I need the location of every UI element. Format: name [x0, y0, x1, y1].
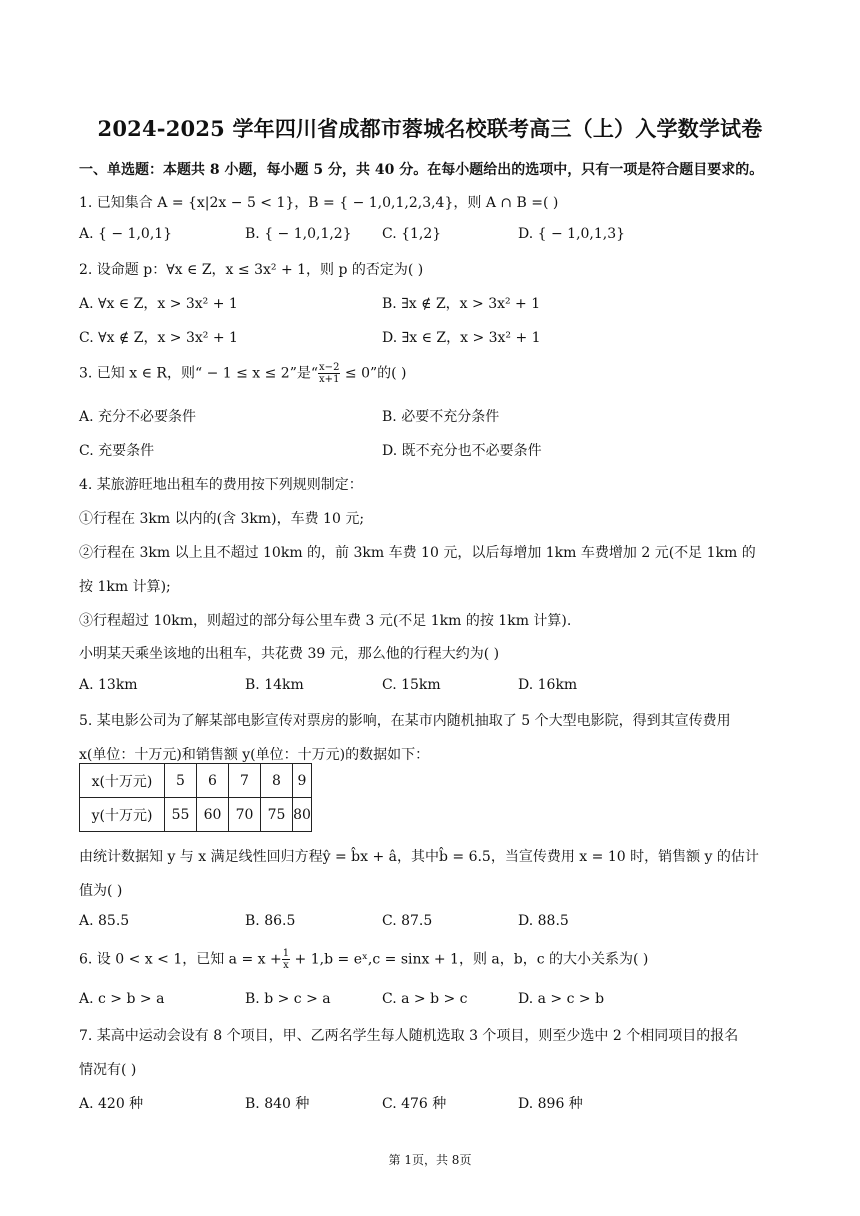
q7-option-b: B. 840 种 [245, 1096, 310, 1112]
q3-stem-part-b: ≤ 0”的( ) [340, 365, 407, 382]
q5-option-a: A. 85.5 [79, 913, 130, 929]
q3-option-c: C. 充要条件 [79, 443, 155, 459]
q7-option-c: C. 476 种 [382, 1096, 447, 1112]
question-1-stem: 1. 已知集合 A = {x|2x − 5 < 1}，B = { − 1,0,1,2,3,4}，则 A ∩ B =( ) [79, 195, 559, 211]
data-table [79, 763, 312, 832]
table-cell: 9 [293, 764, 312, 798]
q6-fraction-numerator: 1 [282, 948, 290, 959]
table-cell: 8 [261, 764, 293, 798]
table-cell: 75 [261, 798, 293, 832]
table-cell: 7 [229, 764, 261, 798]
question-4-stem: 4. 某旅游旺地出租车的费用按下列规则制定： [79, 477, 363, 493]
q5-option-c: C. 87.5 [382, 913, 433, 929]
q2-option-d: D. ∃x ∈ Z，x > 3x² + 1 [382, 330, 541, 346]
q3-option-a: A. 充分不必要条件 [79, 409, 197, 425]
table-cell: 80 [293, 798, 312, 832]
table-header-y: y(十万元) [80, 798, 165, 832]
q2-option-b: B. ∃x ∉ Z，x > 3x² + 1 [382, 296, 541, 312]
q4-option-c: C. 15km [382, 677, 441, 693]
q2-option-a: A. ∀x ∈ Z，x > 3x² + 1 [79, 296, 238, 312]
table-cell: 5 [165, 764, 197, 798]
q5-after-table-cont: 值为( ) [79, 883, 123, 899]
table-header-x: x(十万元) [80, 764, 165, 798]
q6-stem-part-b: + 1,b = eˣ,c = sinx + 1，则 a，b，c 的大小关系为( ) [290, 951, 649, 968]
q6-option-a: A. c > b > a [79, 991, 165, 1007]
question-5-stem: 5. 某电影公司为了解某部电影宣传对票房的影响，在某市内随机抽取了 5 个大型电影院，得到其宣传费用 [79, 713, 731, 729]
question-2-stem: 2. 设命题 p：∀x ∈ Z，x ≤ 3x² + 1，则 p 的否定为( ) [79, 262, 424, 278]
q4-option-d: D. 16km [518, 677, 578, 693]
table-cell: 55 [165, 798, 197, 832]
q4-option-b: B. 14km [245, 677, 304, 693]
page-title: 2024-2025 学年四川省成都市蓉城名校联考高三（上）入学数学试卷 [97, 116, 763, 141]
table-row [80, 764, 312, 798]
question-7-stem: 7. 某高中运动会设有 8 个项目，甲、乙两名学生每人随机选取 3 个项目，则至少选中 2 个相同项目的报名 [79, 1028, 739, 1044]
q4-rule-3: ③行程超过 10km，则超过的部分每公里车费 3 元(不足 1km 的按 1km 计算). [79, 613, 572, 629]
question-3-stem [79, 362, 407, 385]
section-heading: 一、单选题：本题共 8 小题，每小题 5 分，共 40 分。在每小题给出的选项中，只有一项是符合题目要求的。 [79, 162, 764, 178]
q1-option-a: A. { − 1,0,1} [79, 226, 173, 242]
q3-fraction-numerator: x−2 [319, 362, 340, 373]
q7-option-d: D. 896 种 [518, 1096, 583, 1112]
q4-rule-1: ①行程在 3km 以内的(含 3km)，车费 10 元; [79, 511, 365, 527]
q6-fraction-denominator: x [283, 960, 289, 971]
table-row [80, 798, 312, 832]
q4-rule-2: ②行程在 3km 以上且不超过 10km 的，前 3km 车费 10 元，以后每增加 1km 车费增加 2 元(不足 1km 的 [79, 545, 756, 561]
q5-after-table: 由统计数据知 y 与 x 满足线性回归方程ŷ = b̂x + â，其中b̂ = 6.5，当宣传费用 x = 10 时，销售额 y 的估计 [79, 849, 759, 865]
q3-stem-part-a: 3. 已知 x ∈ R，则“ − 1 ≤ x ≤ 2”是“ [79, 365, 319, 382]
q2-option-c: C. ∀x ∉ Z，x > 3x² + 1 [79, 330, 238, 346]
q3-fraction-denominator: x+1 [319, 374, 340, 385]
q5-option-d: D. 88.5 [518, 913, 569, 929]
q7-option-a: A. 420 种 [79, 1096, 144, 1112]
q1-option-d: D. { − 1,0,1,3} [518, 226, 626, 242]
q6-option-b: B. b > c > a [245, 991, 331, 1007]
table-cell: 6 [197, 764, 229, 798]
q3-option-d: D. 既不充分也不必要条件 [382, 443, 542, 459]
q6-option-d: D. a > c > b [518, 991, 605, 1007]
q4-rule-2-cont: 按 1km 计算); [79, 579, 171, 595]
q3-option-b: B. 必要不充分条件 [382, 409, 500, 425]
question-6-stem [79, 948, 648, 971]
q6-fraction [282, 948, 290, 971]
table-cell: 70 [229, 798, 261, 832]
q6-option-c: C. a > b > c [382, 991, 468, 1007]
table-cell: 60 [197, 798, 229, 832]
question-7-stem-cont: 情况有( ) [79, 1062, 137, 1078]
q5-option-b: B. 86.5 [245, 913, 296, 929]
q6-stem-part-a: 6. 设 0 < x < 1，已知 a = x + [79, 951, 282, 968]
page-footer: 第 1页，共 8页 [388, 1153, 472, 1167]
q1-option-b: B. { − 1,0,1,2} [245, 226, 352, 242]
q4-ask: 小明某天乘坐该地的出租车，共花费 39 元，那么他的行程大约为( ) [79, 646, 500, 662]
q3-fraction [318, 362, 340, 385]
q4-option-a: A. 13km [79, 677, 138, 693]
q1-option-c: C. {1,2} [382, 226, 442, 242]
question-5-stem-cont: x(单位：十万元)和销售额 y(单位：十万元)的数据如下： [79, 747, 430, 763]
